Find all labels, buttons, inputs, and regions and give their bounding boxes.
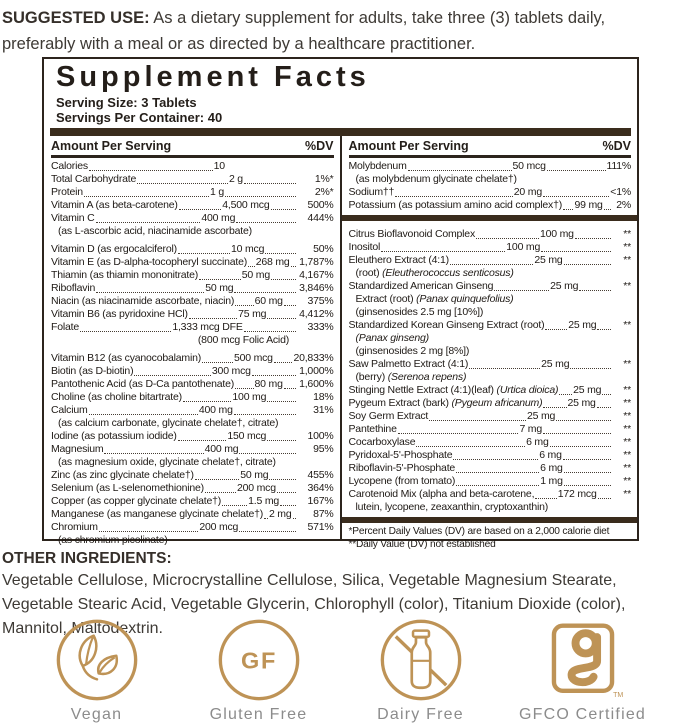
table-row: Vitamin B6 (as pyridoxine HCl) 75 mg 4,412%	[51, 308, 334, 320]
table-row: Magnesium 400 mg 95%	[51, 443, 334, 455]
table-row: Standardized Korean Ginseng Extract (root) 25 mg **	[348, 319, 631, 331]
suggested-use-label: SUGGESTED USE:	[2, 9, 150, 27]
facts-column-left	[44, 136, 340, 546]
table-row: Protein 1 g 2%*	[51, 186, 334, 198]
badge-vegan	[37, 616, 157, 724]
table-row: Riboflavin 50 mg 3,846%	[51, 282, 334, 294]
table-row: Calories 10	[51, 160, 225, 172]
table-row: Thiamin (as thiamin mononitrate) 50 mg 4,167%	[51, 269, 334, 281]
table-row: Saw Palmetto Extract (4:1) 25 mg **	[348, 358, 631, 370]
footnote: *Percent Daily Values (DV) are based on a 2,000 calorie diet	[348, 526, 610, 537]
table-row: Vitamin B12 (as cyanocobalamin) 500 mcg 20,833%	[51, 352, 334, 364]
table-row: Pantethine 7 mg **	[348, 423, 631, 435]
supplement-facts-panel	[42, 57, 639, 550]
table-row: Choline (as choline bitartrate) 100 mg 18%	[51, 391, 334, 403]
table-row: Vitamin C 400 mg 444%	[51, 212, 334, 224]
svg-text:GF: GF	[240, 647, 277, 674]
tm-mark: TM	[612, 691, 623, 699]
suggested-use-text	[2, 5, 676, 57]
suggested-use-body: As a dietary supplement for adults, take three (3) tablets daily, preferably with a meal or as directed by a healthcare practitioner.	[2, 9, 606, 53]
table-subrow: (as chromium picolinate)	[58, 534, 168, 546]
amount-per-serving-header: Amount Per Serving	[51, 139, 172, 153]
serving-size: Serving Size: 3 Tablets	[56, 95, 197, 110]
dv-header: %DV	[602, 139, 631, 153]
table-subrow: (as molybdenum glycinate chelate†)	[355, 173, 517, 185]
table-row: Inositol 100 mg **	[348, 241, 631, 253]
table-subrow: (as calcium carbonate, glycinate chelate†, citrate)	[58, 417, 279, 429]
table-row: Citrus Bioflavonoid Complex 100 mg **	[348, 228, 631, 240]
table-row: Molybdenum 50 mcg 111%	[348, 160, 631, 172]
table-row: Pygeum Extract (bark) (Pygeum africanum) 25 mg **	[348, 397, 631, 409]
table-subrow: (as L-ascorbic acid, niacinamide ascorbate)	[58, 225, 252, 237]
badge-label: Dairy Free	[377, 706, 464, 723]
dv-header: %DV	[305, 139, 334, 153]
other-ingredients-label: OTHER INGREDIENTS:	[2, 550, 172, 567]
table-row: Biotin (as D-biotin) 300 mcg 1,000%	[51, 365, 334, 377]
table-row: Soy Germ Extract 25 mg **	[348, 410, 631, 422]
table-row: Pantothenic Acid (as D-Ca pantothenate) 80 mg 1,600%	[51, 378, 334, 390]
table-subrow: (800 mcg Folic Acid)	[197, 334, 290, 346]
badge-label: GFCO Certified	[518, 706, 647, 723]
leaf-icon	[55, 616, 139, 704]
facts-columns	[44, 136, 637, 550]
table-row: Potassium (as potassium amino acid complex†) 99 mg 2%	[348, 199, 631, 211]
table-row: Chromium 200 mcg 571%	[51, 521, 334, 533]
table-row: Carotenoid Mix (alpha and beta-carotene, 172 mcg **	[348, 488, 631, 500]
table-row: Standardized American Ginseng 25 mg **	[348, 280, 631, 292]
table-row: Iodine (as potassium iodide) 150 mcg 100%	[51, 430, 334, 442]
table-subrow: (Panax ginseng)	[355, 332, 429, 344]
column-header	[349, 136, 632, 158]
badge-gfco-certified	[518, 616, 647, 724]
nutrient-rows-left	[51, 160, 334, 547]
table-row: Riboflavin-5'-Phosphate 6 mg **	[348, 462, 631, 474]
table-row: Pyridoxal-5'-Phosphate 6 mg **	[348, 449, 631, 461]
table-row: Calcium 400 mg 31%	[51, 404, 334, 416]
table-row: Vitamin E (as D-alpha-tocopheryl succinate) 268 mg 1,787%	[51, 256, 334, 268]
facts-column-right	[340, 136, 638, 550]
table-subrow: Extract (root) (Panax quinquefolius)	[355, 293, 514, 305]
table-row: Manganese (as manganese glycinate chelate†) 2 mg 87%	[51, 508, 334, 520]
section-divider-bar	[342, 517, 638, 523]
footnote: **Daily Value (DV) not established	[348, 539, 496, 550]
certification-badges	[0, 616, 679, 724]
table-row: Total Carbohydrate 2 g 1%*	[51, 173, 334, 185]
table-row: Sodium†† 20 mg <1%	[348, 186, 631, 198]
table-subrow: (as magnesium oxide, glycinate chelate†, citrate)	[58, 456, 276, 468]
milk-bottle-icon	[379, 616, 463, 704]
table-row: Stinging Nettle Extract (4:1)(leaf) (Urtica dioica) 25 mg **	[348, 384, 631, 396]
table-row: Selenium (as L-selenomethionine) 200 mcg 364%	[51, 482, 334, 494]
table-subrow: (root) (Eleutherococcus senticosus)	[355, 267, 514, 279]
table-row: Copper (as copper glycinate chelate†) 1.5 mg 167%	[51, 495, 334, 507]
table-row: Zinc (as zinc glycinate chelate†) 50 mg 455%	[51, 469, 334, 481]
other-ingredients-text: Vegetable Cellulose, Microcrystalline Cellulose, Silica, Vegetable Magnesium Stearate, Vegetable Stearic Acid, Vegetable Glycerin, Chlorophyll (color), Titanium Dioxide (color), Mannitol, Maltodextrin.	[2, 572, 626, 637]
table-row: Lycopene (from tomato) 1 mg **	[348, 475, 631, 487]
table-subrow: (berry) (Serenoa repens)	[355, 371, 467, 383]
table-row: Vitamin D (as ergocalciferol) 10 mcg 50%	[51, 243, 334, 255]
table-row: Niacin (as niacinamide ascorbate, niacin) 60 mg 375%	[51, 295, 334, 307]
badge-gluten-free	[199, 616, 319, 724]
gfco-logo-icon	[539, 616, 627, 704]
table-row: Cocarboxylase 6 mg **	[348, 436, 631, 448]
column-header	[51, 136, 334, 158]
badge-label: Gluten Free	[209, 706, 308, 723]
table-row: Vitamin A (as beta-carotene) 4,500 mcg 500%	[51, 199, 334, 211]
gluten-free-icon	[217, 616, 301, 704]
table-row: Folate 1,333 mcg DFE 333%	[51, 321, 334, 333]
amount-per-serving-header: Amount Per Serving	[348, 139, 469, 153]
section-divider-bar	[342, 215, 638, 221]
servings-per-container: Servings Per Container: 40	[56, 110, 223, 125]
badge-label: Vegan	[70, 706, 123, 723]
badge-dairy-free	[361, 616, 481, 724]
table-subrow: (ginsenosides 2 mg [8%])	[355, 345, 470, 357]
nutrient-rows-right	[349, 160, 632, 551]
table-subrow: lutein, lycopene, zeaxanthin, cryptoxanthin)	[355, 501, 549, 513]
table-row: Eleuthero Extract (4:1) 25 mg **	[348, 254, 631, 266]
header-divider-bar	[50, 128, 631, 136]
table-subrow: (ginsenosides 2.5 mg [10%])	[355, 306, 484, 318]
panel-title: Supplement Facts	[56, 61, 370, 93]
